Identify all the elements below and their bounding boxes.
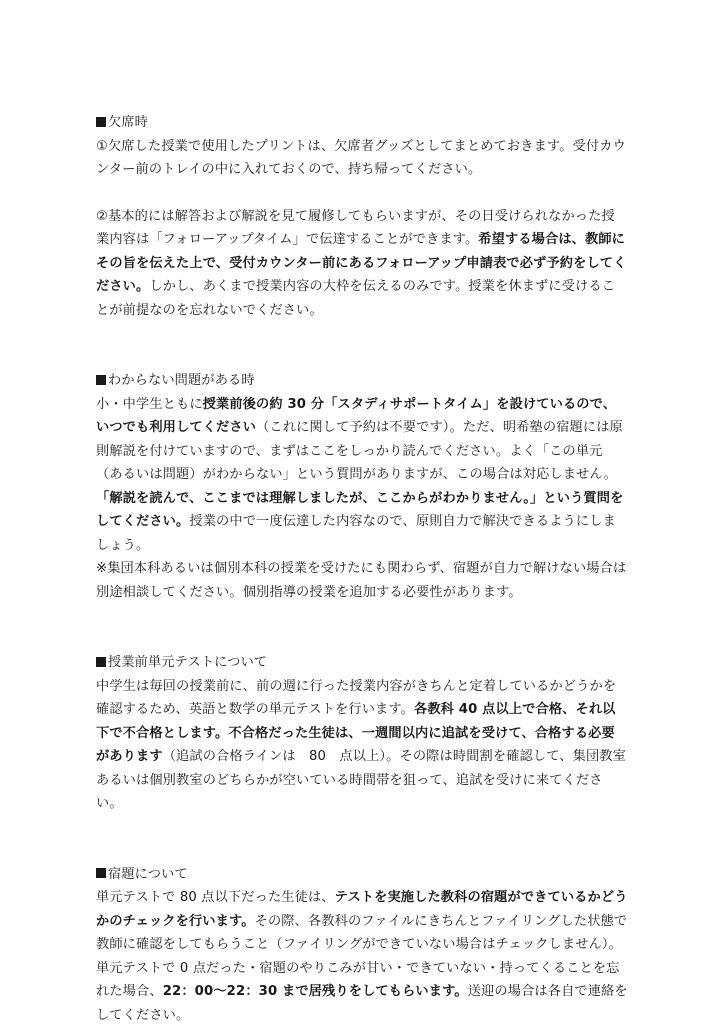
text-run: しかし、あくまで授業内容の大枠を伝えるのみです。授業を休まずに受けることが前提なのを忘れないでください。 (96, 279, 615, 318)
heading-text: 授業前単元テストについて (108, 655, 267, 670)
section-heading (96, 863, 628, 887)
bold-text-run: 各教科 40 点以上で合格、それ以下で不合格とします。不合格だった生徒は、一週間以内に追試を受けて、合格する必要があります (96, 702, 616, 764)
questions-paragraph-1 (96, 393, 628, 558)
text-run: その際、各教科のファイルにきちんとファイリングした状態で教師に確認をしてもらうこと（ファイリングができていない場合はチェックしません）。単元テストで 0 点だった・宿題のやりこみが甘い・できていない・持ってくることを忘れた場合、 (96, 914, 627, 1000)
bold-text-run: 「解説を読んで、ここまでは理解しましたが、ここからがわかりません。」という質問をしてください。 (96, 491, 623, 530)
absence-item-1: ①欠席した授業で使用したプリントは、欠席者グッズとしてまとめておきます。受付カウンター前のトレイの中に入れておくので、持ち帰ってください。 (96, 135, 628, 182)
square-bullet-icon (96, 117, 106, 127)
document-page (96, 111, 628, 1027)
text-run: ②基本的には解答および解説を見て履修してもらいますが、その日受けられなかった授業内容は「フォローアップタイム」で伝達することができます。 (96, 209, 615, 248)
text-run: （追試の合格ラインは 80 点以上）。その際は時間割を確認して、集団教室あるいは個別教室のどちらかが空いている時間帯を狙って、追試を受けに来てください。 (96, 749, 626, 811)
text-run: （これに関して予約は不要です）。ただ、明希塾の宿題には原則解説を付けていますので、まずはここをしっかり読んでください。よく「この単元（あるいは問題）がわからない」という質問がありますが、この場合は対応しません。 (96, 420, 623, 482)
questions-section (96, 369, 628, 604)
text-run: 中学生は毎回の授業前に、前の週に行った授業内容がきちんと定着しているかどうかを確認するため、英語と数学の単元テストを行います。 (96, 679, 616, 718)
text-run: 送迎の場合は各自で連絡をしてください。 (96, 984, 628, 1023)
unit-test-section (96, 651, 628, 816)
bold-text-run: 授業前後の約 30 分「スタディサポートタイム」を設けているので、いつでも利用してください (96, 397, 616, 436)
heading-text: 宿題について (108, 867, 188, 882)
heading-text: わからない問題がある時 (108, 373, 255, 388)
absence-item-2 (96, 205, 628, 323)
square-bullet-icon (96, 868, 106, 878)
absence-section (96, 111, 628, 322)
homework-paragraph (96, 886, 628, 1027)
section-heading (96, 651, 628, 675)
square-bullet-icon (96, 657, 106, 667)
text-run: 小・中学生ともに (96, 397, 203, 412)
bold-text-run: 22：00〜22：30 まで居残りをしてもらいます。 (163, 984, 468, 999)
bold-text-run: テストを実施した教科の宿題ができているかどうかのチェックを行います。 (96, 890, 628, 929)
section-heading (96, 369, 628, 393)
questions-paragraph-2: ※集団本科あるいは個別本科の授業を受けたにも関わらず、宿題が自力で解けない場合は別途相談してください。個別指導の授業を追加する必要性があります。 (96, 557, 628, 604)
bold-text-run: 希望する場合は、教師にその旨を伝えた上で、受付カウンター前にあるフォローアップ申請表で必ず予約をしてください。 (96, 232, 626, 294)
text-run: 単元テストで 80 点以下だった生徒は、 (96, 890, 335, 905)
square-bullet-icon (96, 375, 106, 385)
homework-section (96, 863, 628, 1027)
heading-text: 欠席時 (108, 115, 148, 130)
unit-test-paragraph (96, 675, 628, 816)
text-run: 授業の中で一度伝達した内容なので、原則自力で解決できるようにしましょう。 (96, 514, 616, 553)
section-heading (96, 111, 628, 135)
